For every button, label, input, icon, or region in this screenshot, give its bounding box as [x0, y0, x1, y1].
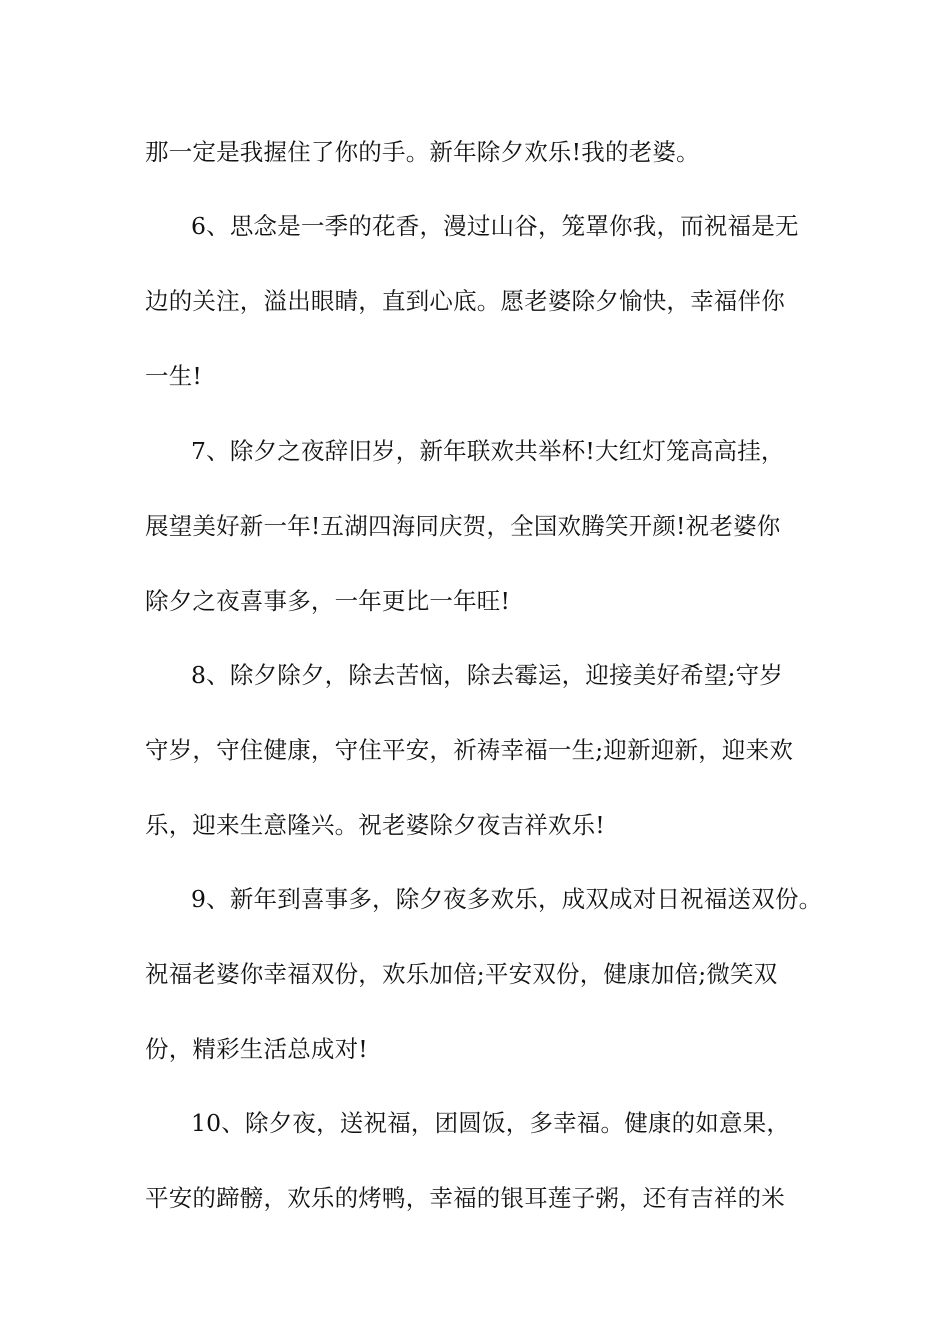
text-line: 乐，迎来生意隆兴。祝老婆除夕夜吉祥欢乐!: [145, 811, 605, 839]
paragraph-8-start: 8、除夕除夕，除去苦恼，除去霉运，迎接美好希望;守岁: [191, 661, 784, 689]
paragraph-6-start: 6、思念是一季的花香，漫过山谷，笼罩你我，而祝福是无: [191, 212, 799, 240]
text-line: 展望美好新一年!五湖四海同庆贺，全国欢腾笑开颜!祝老婆你: [145, 512, 781, 540]
text-line: 除夕之夜喜事多，一年更比一年旺!: [145, 587, 511, 615]
text-line: 份，精彩生活总成对!: [145, 1035, 368, 1063]
text-line: 祝福老婆你幸福双份，欢乐加倍;平安双份，健康加倍;微笑双: [145, 960, 778, 988]
paragraph-7-start: 7、除夕之夜辞旧岁，新年联欢共举杯!大红灯笼高高挂，: [191, 437, 785, 465]
text-line: 守岁，守住健康，守住平安，祈祷幸福一生;迎新迎新，迎来欢: [145, 736, 794, 764]
text-line: 一生!: [145, 362, 203, 390]
text-line: 那一定是我握住了你的手。新年除夕欢乐!我的老婆。: [145, 138, 700, 166]
text-line: 平安的蹄髈，欢乐的烤鸭，幸福的银耳莲子粥，还有吉祥的米: [145, 1184, 785, 1212]
paragraph-9-start: 9、新年到喜事多，除夕夜多欢乐，成双成对日祝福送双份。: [191, 885, 823, 913]
text-line: 边的关注，溢出眼睛，直到心底。愿老婆除夕愉快，幸福伴你: [145, 287, 785, 315]
paragraph-10-start: 10、除夕夜，送祝福，团圆饭，多幸福。健康的如意果，: [191, 1109, 791, 1137]
